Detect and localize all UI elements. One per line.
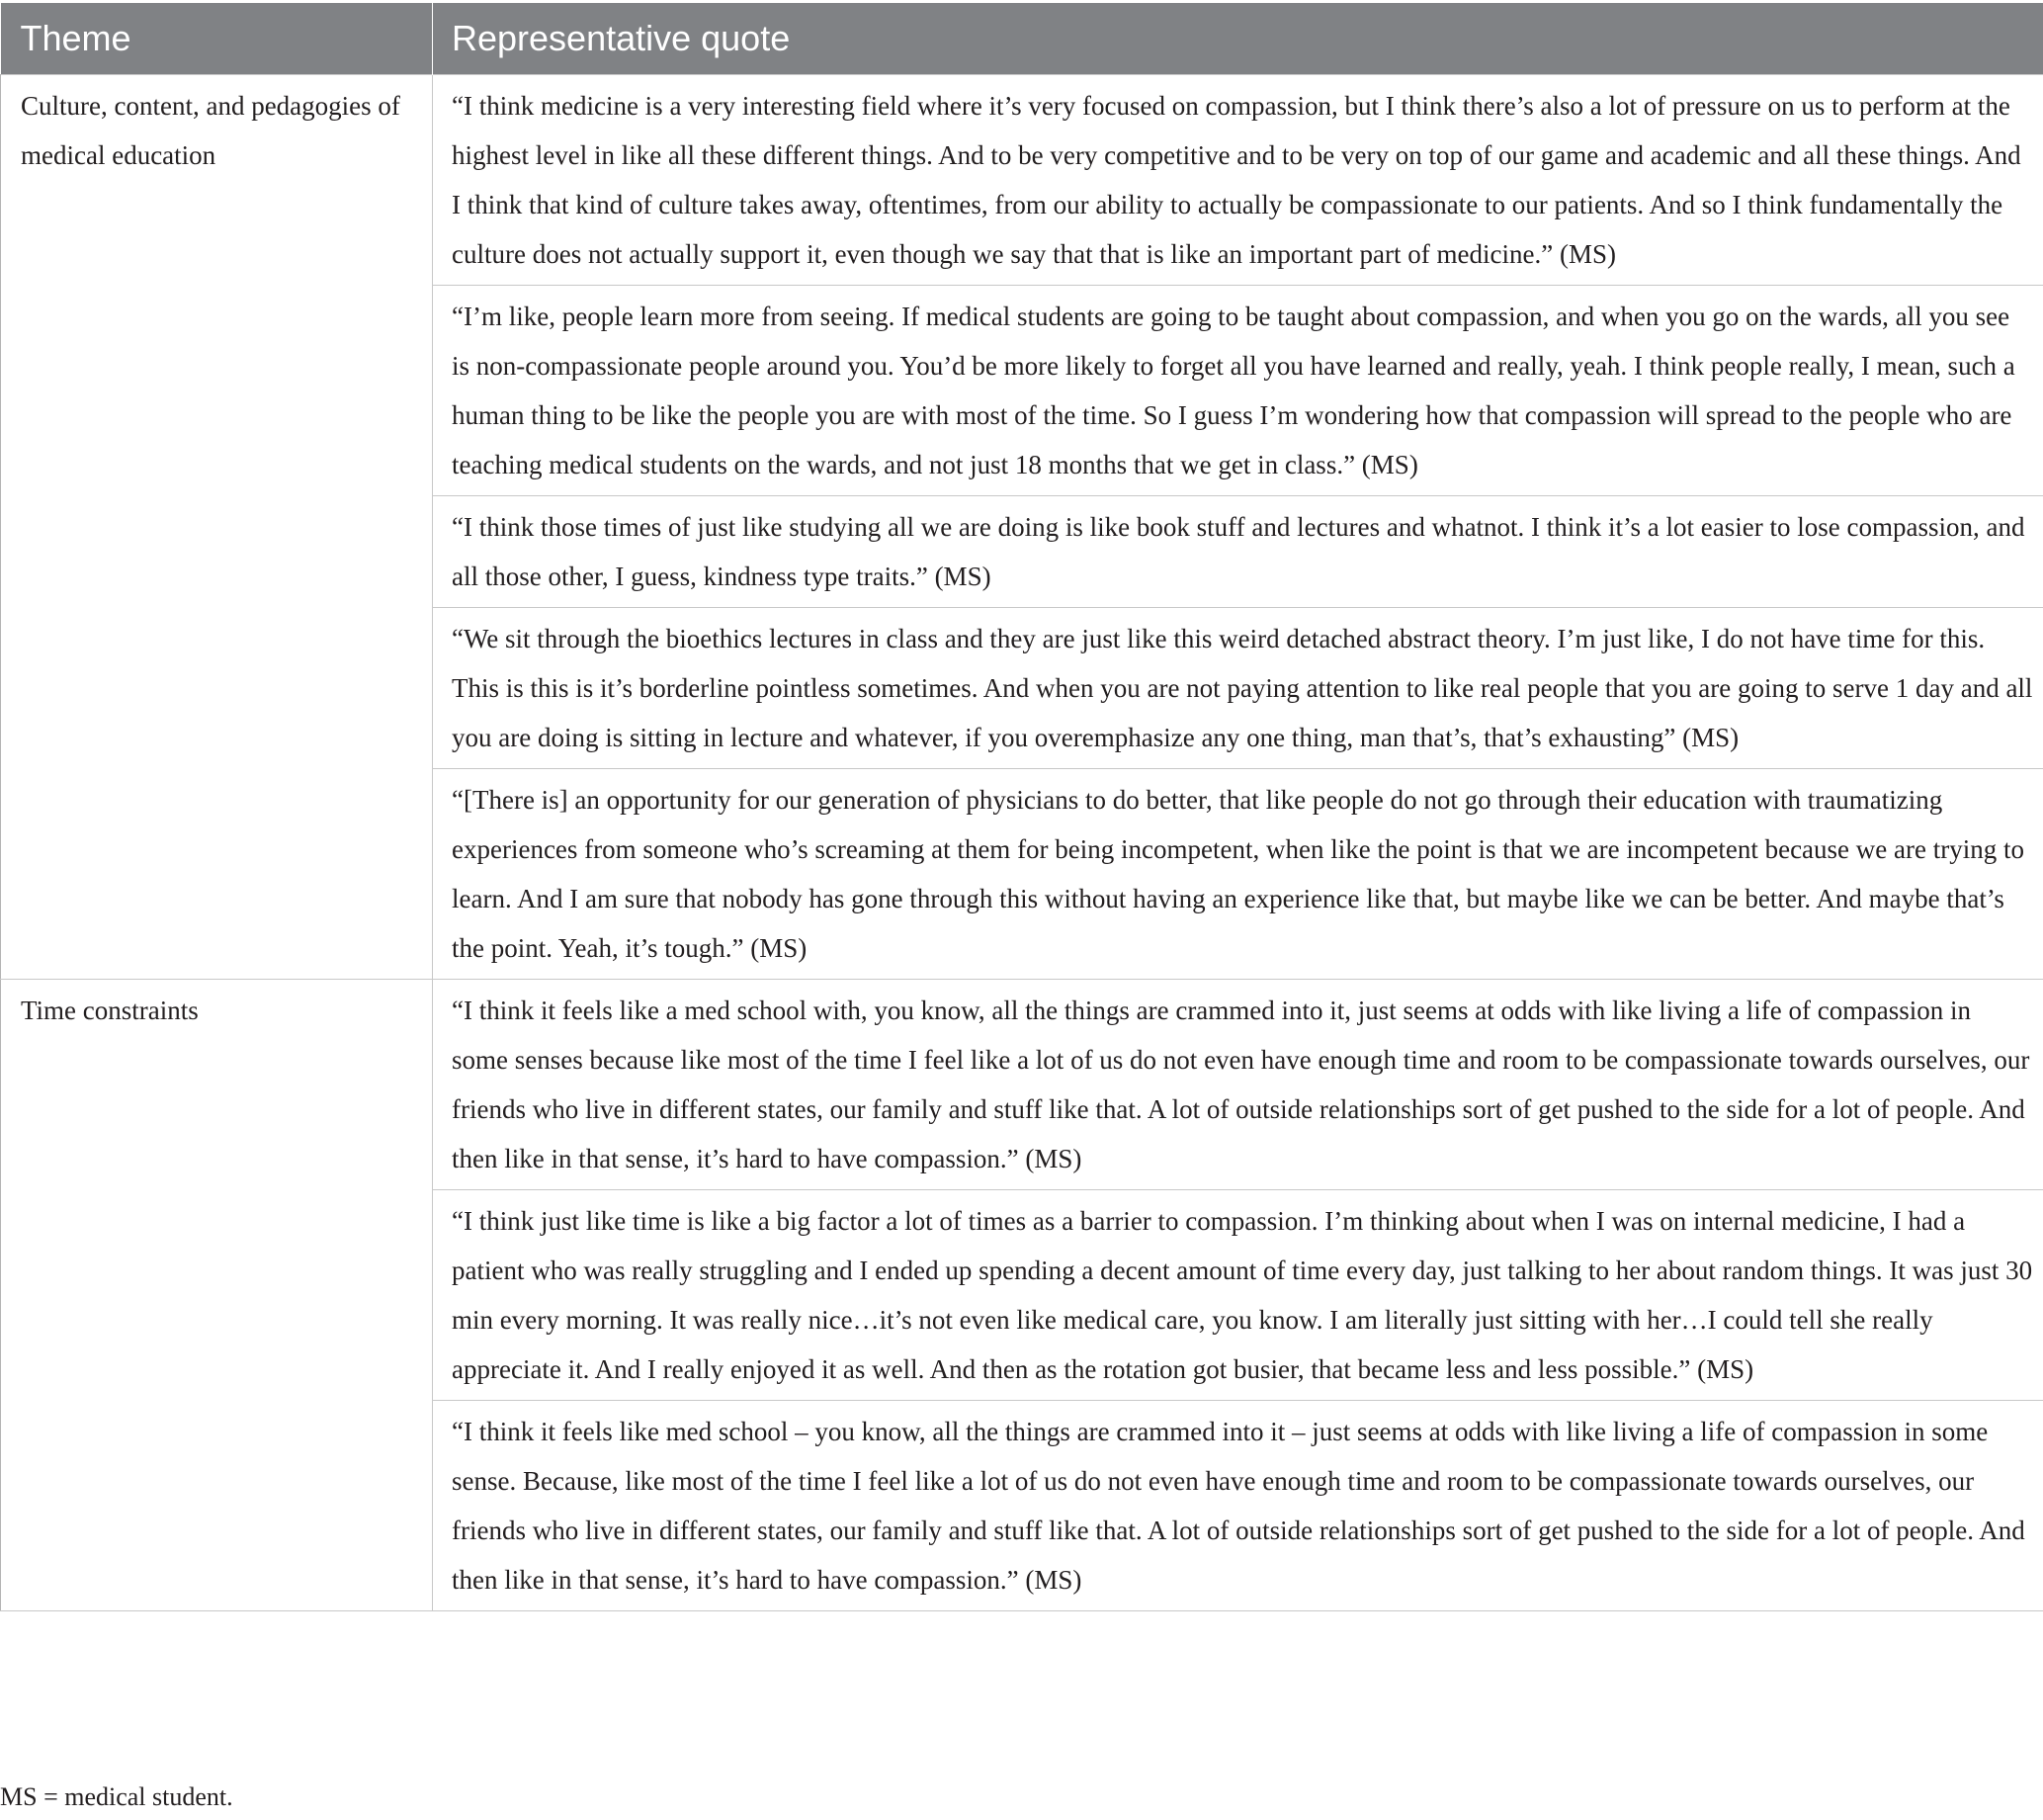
header-quote: Representative quote	[433, 3, 2043, 75]
table-row	[1, 75, 2043, 286]
quote-cell: “We sit through the bioethics lectures in class and they are just like this weird detached abstract theory. I’m just like, I do not have time for this. This is this is it’s borderline pointless sometimes. And when you are not paying attention to like real people that you are going to serve 1 day and all you are doing is sitting in lecture and whatever, if you overemphasize any one thing, man that’s, that’s exhausting” (MS)	[433, 608, 2043, 769]
table-body	[1, 75, 2043, 1611]
theme-cell-culture: Culture, content, and pedagogies of medical education	[1, 75, 433, 980]
quote-cell: “I think it feels like a med school with, you know, all the things are crammed into it, just seems at odds with like living a life of compassion in some senses because like most of the time I feel like a lot of us do not even have enough time and room to be compassionate towards ourselves, our friends who live in different states, our family and stuff like that. A lot of outside relationships sort of get pushed to the side for a lot of people. And then like in that sense, it’s hard to have compassion.” (MS)	[433, 980, 2043, 1190]
quote-cell: “I think medicine is a very interesting field where it’s very focused on compassion, but I think there’s also a lot of pressure on us to perform at the highest level in like all these different things. And to be very competitive and to be very on top of our game and academic and all these things. And I think that kind of culture takes away, oftentimes, from our ability to actually be compassionate to our patients. And so I think fundamentally the culture does not actually support it, even though we say that that is like an important part of medicine.” (MS)	[433, 75, 2043, 286]
quote-cell: “I think just like time is like a big factor a lot of times as a barrier to compassion. I’m thinking about when I was on internal medicine, I had a patient who was really struggling and I ended up spending a decent amount of time every day, just talking to her about random things. It was just 30 min every morning. It was really nice…it’s not even like medical care, you know. I am literally just sitting with her…I could tell she really appreciate it. And I really enjoyed it as well. And then as the rotation got busier, that became less and less possible.” (MS)	[433, 1190, 2043, 1401]
theme-cell-time: Time constraints	[1, 980, 433, 1611]
quote-cell: “[There is] an opportunity for our generation of physicians to do better, that like people do not go through their education with traumatizing experiences from someone who’s screaming at them for being incompetent, when like the point is that we are incompetent because we are trying to learn. And I am sure that nobody has gone through this without having an experience like that, but maybe like we can be better. And maybe that’s the point. Yeah, it’s tough.” (MS)	[433, 769, 2043, 980]
header-theme: Theme	[1, 3, 433, 75]
table-row	[1, 980, 2043, 1190]
quotes-table-container	[0, 3, 2043, 1611]
quotes-table	[0, 3, 2043, 1611]
quote-cell: “I think it feels like med school – you know, all the things are crammed into it – just seems at odds with like living a life of compassion in some sense. Because, like most of the time I feel like a lot of us do not even have enough time and room to be compassionate towards ourselves, our friends who live in different states, our family and stuff like that. A lot of outside relationships sort of get pushed to the side for a lot of people. And then like in that sense, it’s hard to have compassion.” (MS)	[433, 1401, 2043, 1611]
quote-cell: “I think those times of just like studying all we are doing is like book stuff and lectures and whatnot. I think it’s a lot easier to lose compassion, and all those other, I guess, kindness type traits.” (MS)	[433, 496, 2043, 608]
table-footnote: MS = medical student.	[0, 1782, 233, 1811]
header-row	[1, 3, 2043, 75]
table-header	[1, 3, 2043, 75]
quote-cell: “I’m like, people learn more from seeing. If medical students are going to be taught about compassion, and when you go on the wards, all you see is non-compassionate people around you. You’d be more likely to forget all you have learned and really, yeah. I think people really, I mean, such a human thing to be like the people you are with most of the time. So I guess I’m wondering how that compassion will spread to the people who are teaching medical students on the wards, and not just 18 months that we get in class.” (MS)	[433, 286, 2043, 496]
